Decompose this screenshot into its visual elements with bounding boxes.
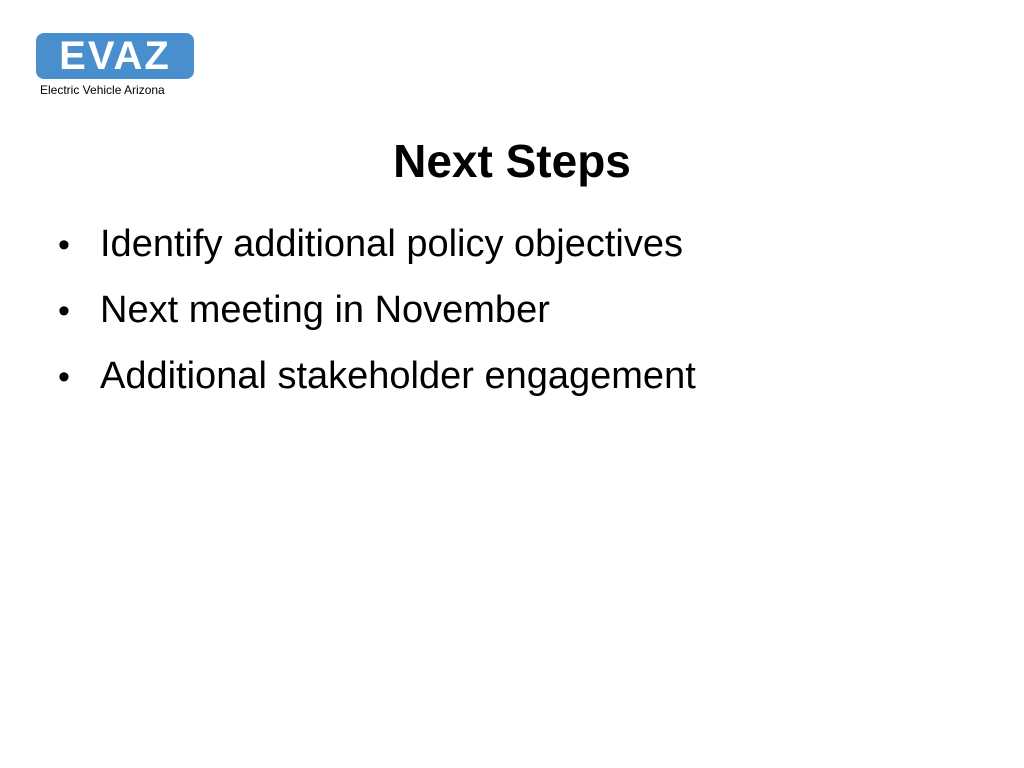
logo-caption: Electric Vehicle Arizona: [40, 83, 165, 97]
bullet-icon: •: [58, 292, 70, 330]
bullet-list: [58, 218, 696, 416]
logo-text: EVAZ: [59, 34, 171, 78]
bullet-text: Identify additional policy objectives: [100, 223, 684, 265]
list-item: [58, 284, 696, 350]
bullet-text: Next meeting in November: [100, 289, 550, 331]
bullet-icon: •: [58, 226, 70, 264]
bullet-text: Additional stakeholder engagement: [100, 355, 696, 397]
list-item: [58, 218, 696, 284]
slide-title: Next Steps: [393, 135, 631, 187]
list-item: [58, 350, 696, 416]
evaz-logo: [36, 33, 194, 79]
bullet-icon: •: [58, 358, 70, 396]
